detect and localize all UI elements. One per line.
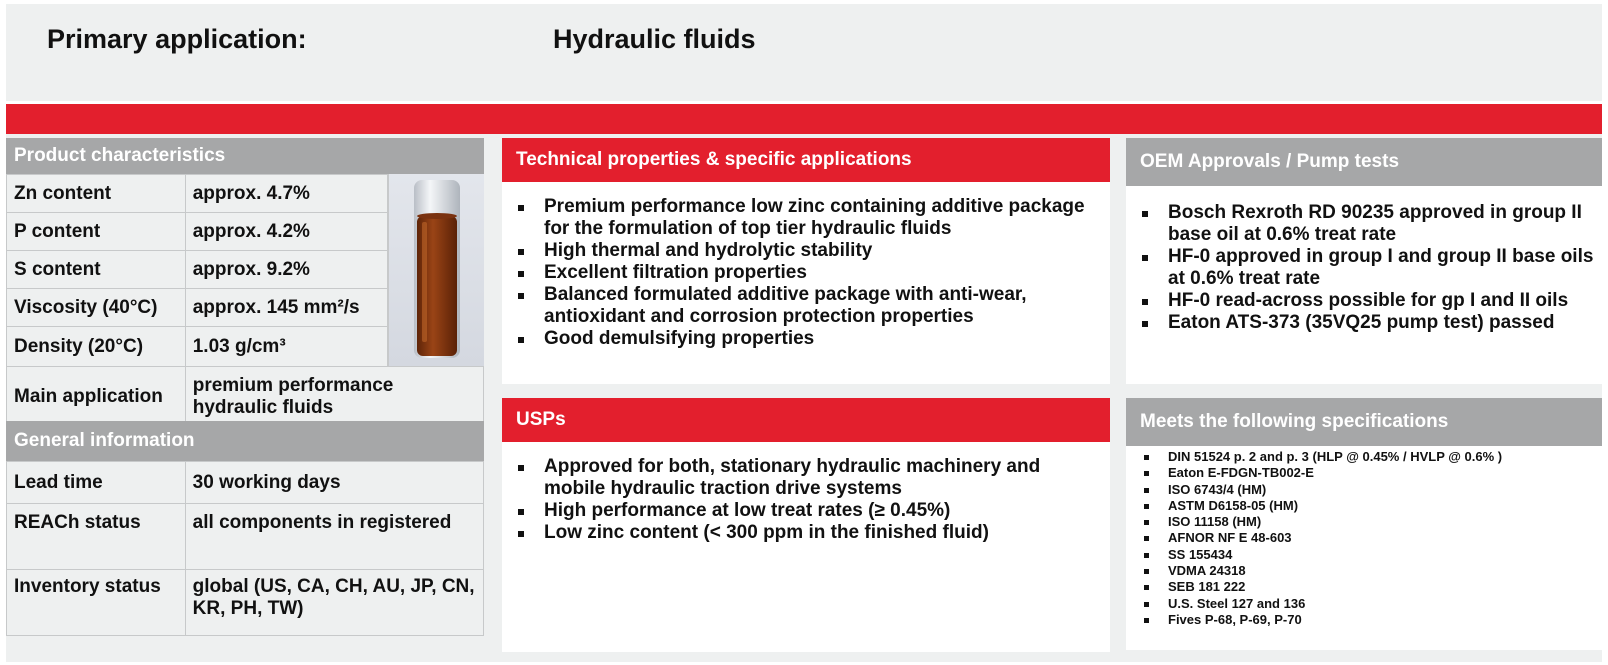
usps-list xyxy=(502,456,1102,544)
list-item: Approved for both, stationary hydraulic machinery and mobile hydraulic traction drive systems xyxy=(502,456,1102,500)
list-item: ASTM D6158-05 (HM) xyxy=(1126,498,1596,514)
general-information-table xyxy=(6,461,484,636)
specs-heading: Meets the following specifications xyxy=(1126,398,1602,446)
info-value: global (US, CA, CH, AU, JP, CN, KR, PH, TW) xyxy=(185,570,483,636)
list-item: DIN 51524 p. 2 and p. 3 (HLP @ 0.45% / HVLP @ 0.6% ) xyxy=(1126,449,1596,465)
list-item: HF-0 read-across possible for gp I and II oils xyxy=(1126,290,1596,312)
list-item: VDMA 24318 xyxy=(1126,563,1596,579)
list-item: Premium performance low zinc containing additive package for the formulation of top tier hydraulic fluids xyxy=(502,196,1102,240)
characteristic-label: P content xyxy=(7,213,186,251)
list-item: AFNOR NF E 48-603 xyxy=(1126,530,1596,546)
characteristic-label: Main application xyxy=(7,367,186,427)
list-item: Balanced formulated additive package with anti-wear, antioxidant and corrosion protection properties xyxy=(502,284,1102,328)
list-item: ISO 11158 (HM) xyxy=(1126,514,1596,530)
characteristic-label: Viscosity (40°C) xyxy=(7,289,186,327)
oil-vial-icon xyxy=(389,174,485,366)
product-vial-image xyxy=(388,174,484,366)
technical-heading: Technical properties & specific applications xyxy=(502,138,1110,182)
primary-application-value: Hydraulic fluids xyxy=(553,24,756,54)
characteristic-value: approx. 9.2% xyxy=(185,251,388,289)
specs-list xyxy=(1126,449,1596,628)
characteristic-label: Density (20°C) xyxy=(7,327,186,367)
info-value: all components in registered xyxy=(185,504,483,570)
list-item: Fives P-68, P-69, P-70 xyxy=(1126,612,1596,628)
list-item: Low zinc content (< 300 ppm in the finished fluid) xyxy=(502,522,1102,544)
list-item: Eaton E-FDGN-TB002-E xyxy=(1126,465,1596,481)
general-information-heading: General information xyxy=(6,421,484,461)
info-label: Inventory status xyxy=(7,570,186,636)
red-divider-band xyxy=(6,104,1602,134)
list-item: HF-0 approved in group I and group II base oils at 0.6% treat rate xyxy=(1126,246,1596,290)
header-bar xyxy=(6,4,1602,101)
characteristic-value: 1.03 g/cm³ xyxy=(185,327,388,367)
info-label: REACh status xyxy=(7,504,186,570)
list-item: SS 155434 xyxy=(1126,547,1596,563)
info-value: 30 working days xyxy=(185,462,483,504)
technical-list xyxy=(502,196,1102,350)
product-characteristics-heading: Product characteristics xyxy=(6,138,484,174)
characteristic-value: approx. 145 mm²/s xyxy=(185,289,388,327)
info-label: Lead time xyxy=(7,462,186,504)
table-row xyxy=(7,367,484,427)
characteristic-value: premium performance hydraulic fluids xyxy=(185,367,483,427)
list-item: SEB 181 222 xyxy=(1126,579,1596,595)
oem-list xyxy=(1126,202,1596,334)
characteristic-label: S content xyxy=(7,251,186,289)
characteristic-value: approx. 4.2% xyxy=(185,213,388,251)
table-row xyxy=(7,570,484,636)
list-item: U.S. Steel 127 and 136 xyxy=(1126,596,1596,612)
list-item: Good demulsifying properties xyxy=(502,328,1102,350)
primary-application-label: Primary application: xyxy=(47,24,307,54)
list-item: ISO 6743/4 (HM) xyxy=(1126,482,1596,498)
table-row xyxy=(7,462,484,504)
characteristic-label: Zn content xyxy=(7,175,186,213)
usps-heading: USPs xyxy=(502,398,1110,442)
list-item: High thermal and hydrolytic stability xyxy=(502,240,1102,262)
list-item: High performance at low treat rates (≥ 0.45%) xyxy=(502,500,1102,522)
list-item: Excellent filtration properties xyxy=(502,262,1102,284)
list-item: Bosch Rexroth RD 90235 approved in group II base oil at 0.6% treat rate xyxy=(1126,202,1596,246)
characteristic-value: approx. 4.7% xyxy=(185,175,388,213)
list-item: Eaton ATS-373 (35VQ25 pump test) passed xyxy=(1126,312,1596,334)
table-row xyxy=(7,504,484,570)
oem-heading: OEM Approvals / Pump tests xyxy=(1126,138,1602,186)
